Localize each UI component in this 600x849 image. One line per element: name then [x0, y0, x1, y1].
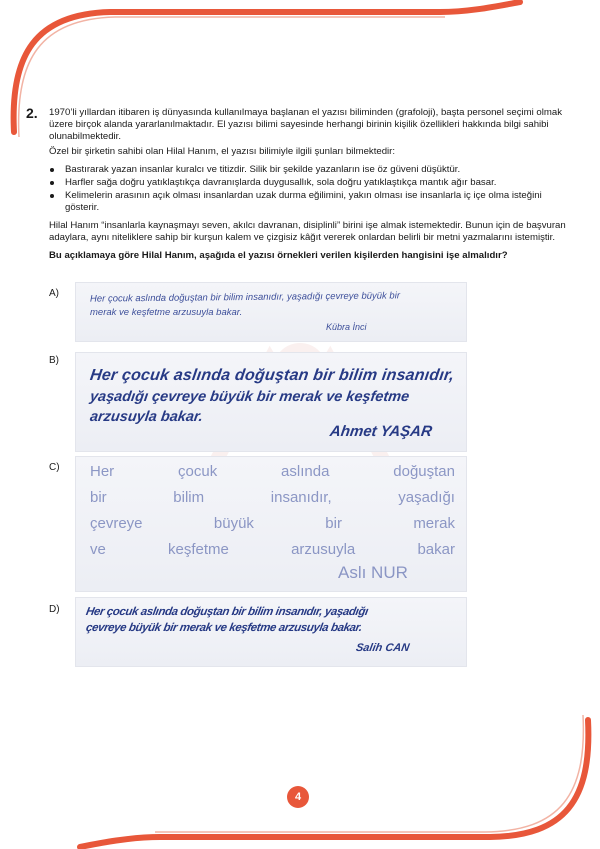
question-intro: 1970’li yıllardan itibaren iş dünyasında kullanılmaya başlanan el yazısı biliminden (grafoloji), başta personel seçimi olmak üzere birçok alanda yararlanılmaktadır. El yazısı bilimi sayesinde herhangi birinin kişilik özellikleri hakkında bilgi sahibi olunabilmektedir.	[49, 107, 562, 143]
option-d-handwriting-sample[interactable]	[75, 597, 467, 667]
option-c-word: keşfetme	[168, 541, 229, 558]
option-c-line	[90, 463, 455, 480]
page-number-badge: 4	[287, 786, 309, 808]
option-c-handwriting-sample[interactable]	[75, 456, 467, 592]
fact-list	[49, 164, 569, 215]
option-c-word: bir	[325, 515, 342, 532]
option-c-word: doğuştan	[393, 463, 455, 480]
option-c-label[interactable]: C)	[49, 462, 60, 473]
option-c-word: çevreye	[90, 515, 143, 532]
option-c-word: Her	[90, 463, 115, 480]
option-d-line: Her çocuk aslında doğuştan bir bilim insanıdır, yaşadığı	[84, 606, 369, 618]
option-c-word: ve	[90, 541, 106, 558]
option-c-word: bakar	[417, 541, 455, 558]
option-c-word: merak	[413, 515, 455, 532]
option-c-word: çocuk	[178, 463, 218, 480]
option-c-line	[90, 515, 455, 532]
option-c-word: aslında	[281, 463, 330, 480]
option-c-word: arzusuyla	[291, 541, 356, 558]
option-a-line: merak ve keşfetme arzusuyla bakar.	[90, 307, 243, 318]
option-c-line	[90, 489, 455, 506]
option-b-line: yaşadığı çevreye büyük bir merak ve keşfetme	[88, 389, 411, 405]
option-a-signature: Kübra İnci	[326, 322, 367, 332]
fact-item: Kelimelerin arasının açık olması insanlardan uzak durma eğilimini, yakın olması ise insanlarla iç içe olma isteğini gösterir.	[49, 190, 569, 214]
option-c-word: büyük	[213, 515, 254, 532]
option-c-word: bir	[90, 489, 107, 506]
option-d-label[interactable]: D)	[49, 604, 60, 615]
option-b-handwriting-sample[interactable]	[75, 352, 467, 452]
option-b-line: arzusuyla bakar.	[88, 409, 204, 425]
option-b-signature: Ahmet YAŞAR	[328, 423, 434, 440]
option-a-label[interactable]: A)	[49, 288, 59, 299]
question-body	[49, 107, 569, 262]
option-c-word: yaşadığı	[398, 489, 455, 506]
option-d-line: çevreye büyük bir merak ve keşfetme arzusuyla bakar.	[84, 622, 363, 634]
option-d-signature: Salih CAN	[354, 642, 411, 654]
fact-item: Bastırarak yazan insanlar kuralcı ve titizdir. Silik bir şekilde yazanların ise öz güveni düşüktür.	[49, 164, 569, 176]
question-number: 2.	[26, 105, 38, 121]
fact-item: Harfler sağa doğru yatıklaştıkça davranışlarda duygusallık, sola doğru yatıklaştıkça mantık ağır basar.	[49, 177, 569, 189]
question-known-intro: Özel bir şirketin sahibi olan Hilal Hanım, el yazısı bilimiyle ilgili şunları bilmektedir:	[49, 145, 396, 157]
option-c-signature: Aslı NUR	[338, 563, 408, 582]
option-a-handwriting-sample[interactable]	[75, 282, 467, 342]
option-c-line	[90, 541, 455, 558]
option-b-label[interactable]: B)	[49, 355, 59, 366]
option-c-word: bilim	[173, 489, 205, 506]
option-c-word: insanıdır,	[270, 489, 332, 506]
option-b-line: Her çocuk aslında doğuştan bir bilim insanıdır,	[88, 367, 456, 384]
question-hilal-paragraph: Hilal Hanım “insanlarla kaynaşmayı seven, akılcı davranan, disiplinli” birini işe almak istemektedir. Bunun için de başvuran adaylara, aynı niteliklere sahip bir kurşun kalem ve çizgisiz kâğıt vererek onlardan belirli bir metni yazmalarını istemiştir.	[49, 219, 566, 243]
option-a-line: Her çocuk aslında doğuştan bir bilim insanıdır, yaşadığı çevreye büyük bir	[89, 290, 401, 305]
question-prompt: Bu açıklamaya göre Hilal Hanım, aşağıda el yazısı örnekleri verilen kişilerden hangisini işe almalıdır?	[49, 250, 508, 262]
